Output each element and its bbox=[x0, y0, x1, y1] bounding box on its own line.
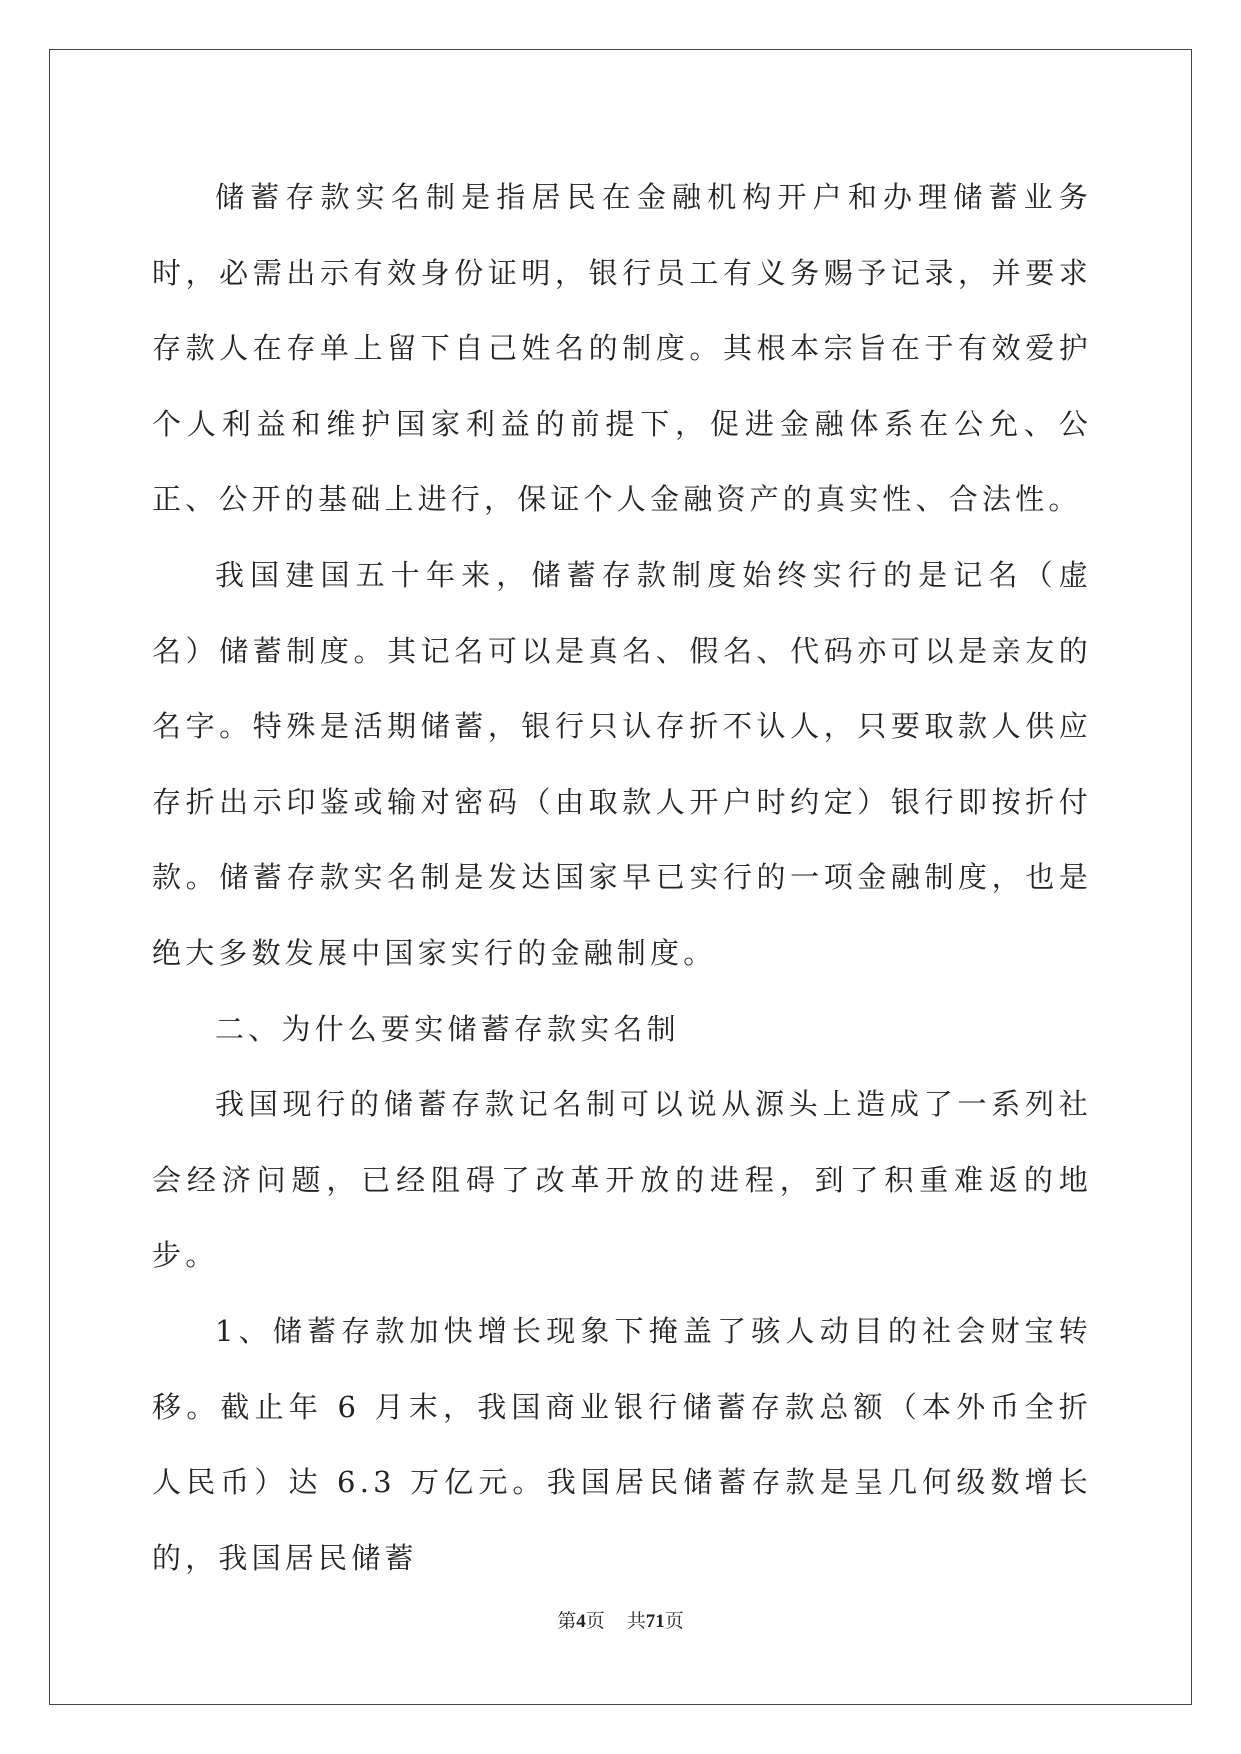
section-heading-why: 二、为什么要实储蓄存款实名制 bbox=[215, 1011, 680, 1046]
page-footer bbox=[0, 1606, 1241, 1633]
footer-total-suffix: 页 bbox=[664, 1611, 684, 1632]
footer-prefix: 第 bbox=[557, 1611, 577, 1632]
current-page-number: 4 bbox=[576, 1611, 586, 1632]
paragraph-point-1: 1、储蓄存款加快增长现象下掩盖了骇人动目的社会财宝转移。截止年 6 月末，我国商业银行储蓄存款总额（本外币全折人民币）达 6.3 万亿元。我国居民储蓄存款是呈几何级数增长的，我国居民储蓄 bbox=[152, 1313, 1092, 1575]
paragraph-real-name-definition: 储蓄存款实名制是指居民在金融机构开户和办理储蓄业务时，必需出示有效身份证明，银行员工有义务赐予记录，并要求存款人在存单上留下自己姓名的制度。其根本宗旨在于有效爱护个人利益和维护国家利益的前提下，促进金融体系在公允、公正、公开的基础上进行，保证个人金融资产的真实性、合法性。 bbox=[152, 180, 1092, 517]
footer-total-prefix: 共 bbox=[626, 1611, 646, 1632]
total-pages-number: 71 bbox=[645, 1611, 665, 1632]
paragraph-history: 我国建国五十年来，储蓄存款制度始终实行的是记名（虚名）储蓄制度。其记名可以是真名、假名、代码亦可以是亲友的名字。特殊是活期储蓄，银行只认存折不认人，只要取款人供应存折出示印鉴或输对密码（由取款人开户时约定）银行即按折付款。储蓄存款实名制是发达国家早已实行的一项金融制度，也是绝大多数发展中国家实行的金融制度。 bbox=[152, 557, 1092, 970]
paragraph-problems-intro: 我国现行的储蓄存款记名制可以说从源头上造成了一系列社会经济问题，已经阻碍了改革开放的进程，到了积重难返的地步。 bbox=[152, 1087, 1092, 1273]
document-body bbox=[152, 160, 1092, 1596]
footer-page-word: 页 bbox=[585, 1611, 605, 1632]
